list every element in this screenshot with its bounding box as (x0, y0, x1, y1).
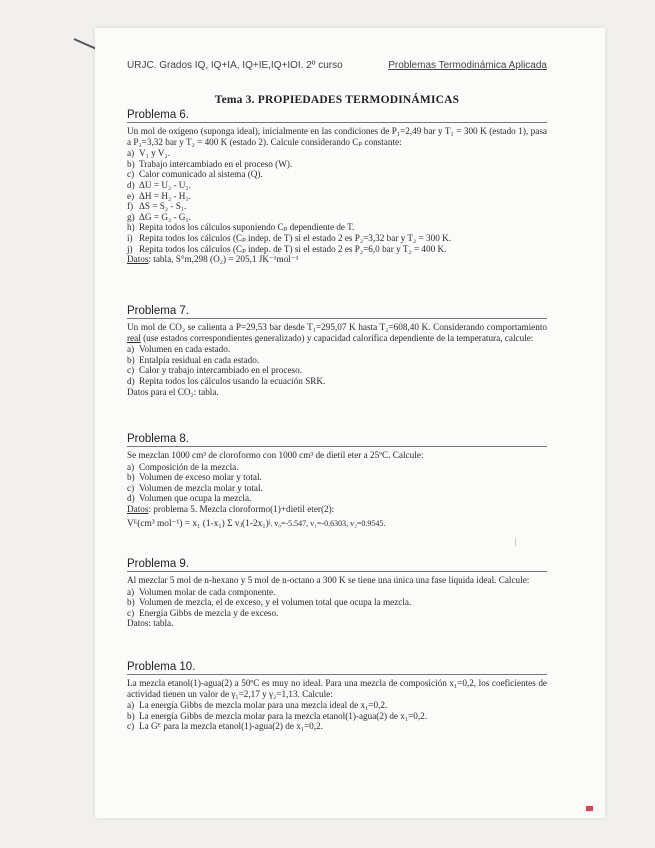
problem-6-items (127, 148, 547, 254)
problem-6-statement: Un mol de oxígeno (suponga ideal), inicialmente en las condiciones de P₁=2,49 bar y T₁ = 300 K (estado 1), pasa a P₂=3,32 bar y T₂ = 400 K (estado 2). Calcule considerando Cₚ constante: (127, 126, 547, 147)
problem-10-items (127, 700, 547, 732)
problem-8 (127, 433, 547, 531)
problem-6-data: Datos: tabla, S°m,298 (O₂) = 205,1 JK⁻¹mol⁻¹ (127, 254, 299, 265)
problem-9-heading: Problema 9. (127, 558, 547, 572)
problem-7-items (127, 344, 547, 386)
problem-10-heading: Problema 10. (127, 661, 547, 675)
list-item: g) ΔG = G₂ - G₁. (127, 211, 191, 222)
list-item: a) Volumen en cada estado. (127, 344, 231, 355)
list-item: b) Volumen de mezcla, el de exceso, y el volumen total que ocupa la mezcla. (127, 597, 412, 608)
list-item: h) Repita todos los cálculos suponiendo Cₚ dependiente de T. (127, 222, 355, 233)
list-item: a) V₁ y V₂. (127, 148, 170, 159)
problem-6-heading: Problema 6. (127, 109, 547, 123)
list-item: d) Repita todos los cálculos usando la ecuación SRK. (127, 375, 326, 386)
header-subject: Problemas Termodinámica Aplicada (388, 60, 547, 71)
list-item: c) Calor y trabajo intercambiado en el proceso. (127, 365, 303, 376)
list-item: a) Volumen molar de cada componente. (127, 586, 276, 597)
list-item: b) Trabajo intercambiado en el proceso (W). (127, 158, 293, 169)
scan-mark (515, 538, 516, 546)
list-item: c) Calor comunicado al sistema (Q). (127, 169, 263, 180)
problem-7-heading: Problema 7. (127, 305, 547, 319)
problem-9-statement: Al mezclar 5 mol de n-hexano y 5 mol de n-octano a 300 K se tiene una única una fase líquida ideal. Calcule: (127, 575, 530, 585)
list-item: f) ΔS = S₂ - S₁. (127, 201, 187, 212)
problem-7-statement: Un mol de CO₂ se calienta a P=29,53 bar desde T₁=295,07 K hasta T₂=608,40 K. Considerando comportamiento real (use estados correspondientes generalizado) y capacidad calorífica dependiente de la temperatura, calcule: (127, 322, 547, 343)
list-item: c) La Gᴱ para la mezcla etanol(1)-agua(2) de x₁=0,2. (127, 721, 323, 732)
list-item: c) Volumen de mezcla molar y total. (127, 482, 263, 493)
header-course: URJC. Grados IQ, IQ+IA, IQ+IE,IQ+IOI. 2º curso (127, 60, 343, 71)
problem-7-data: Datos para el CO₂: tabla. (127, 386, 219, 397)
problem-6 (127, 109, 547, 265)
page-title: Tema 3. PROPIEDADES TERMODINÁMICAS (214, 94, 460, 106)
problem-7 (127, 305, 547, 397)
list-item: j) Repita todos los cálculos (Cₚ indep. de T) si el estado 2 es P₂=6,0 bar y T₂ = 400 K. (127, 243, 447, 254)
problem-8-items (127, 462, 547, 504)
list-item: i) Repita todos los cálculos (Cₚ indep. de T) si el estado 2 es P₂=3,32 bar y T₂ = 300 K. (127, 232, 452, 243)
problem-9-data: Datos: tabla. (127, 618, 174, 629)
list-item: d) Volumen que ocupa la mezcla. (127, 493, 252, 504)
list-item: d) ΔU = U₂ - U₁. (127, 179, 191, 190)
list-item: a) La energía Gibbs de mezcla molar para una mezcla ideal de x₁=0,2. (127, 700, 388, 711)
problem-9 (127, 558, 547, 629)
list-item: b) Volumen de exceso molar y total. (127, 472, 262, 483)
list-item: c) Energía Gibbs de mezcla y de exceso. (127, 607, 279, 618)
problem-10-statement: La mezcla etanol(1)-agua(2) a 50ºC es muy no ideal. Para una mezcla de composición x₁=0,2, los coeficientes de actividad tienen un valor de γ₁=2,17 y γ₂=1,13. Calcule: (127, 678, 547, 699)
list-item: a) Composición de la mezcla. (127, 461, 239, 472)
problem-8-data: Datos: problema 5. Mezcla cloroformo(1)+dietil eter(2): (127, 503, 335, 514)
list-item: b) Entalpía residual en cada estado. (127, 354, 260, 365)
page-header (127, 60, 547, 74)
problem-9-items (127, 587, 547, 619)
red-scan-mark (586, 806, 593, 811)
problem-8-heading: Problema 8. (127, 433, 547, 447)
problem-8-statement: Se mezclan 1000 cm³ de cloroformo con 1000 cm³ de dietil eter a 25ºC. Calcule: (127, 450, 424, 460)
excess-volume-formula: Vᴱ(cm³ mol⁻¹) = x₁ (1-x₁) Σ vⱼ(1-2x₁)ʲ. v₀=-5.547, v₁=-0.6303, v₂=0.9545. (127, 518, 386, 529)
list-item: b) La energía Gibbs de mezcla molar para la mezcla etanol(1)-agua(2) de x₁=0,2. (127, 710, 428, 721)
problem-10 (127, 661, 547, 732)
list-item: e) ΔH = H₂ - H₁. (127, 190, 191, 201)
